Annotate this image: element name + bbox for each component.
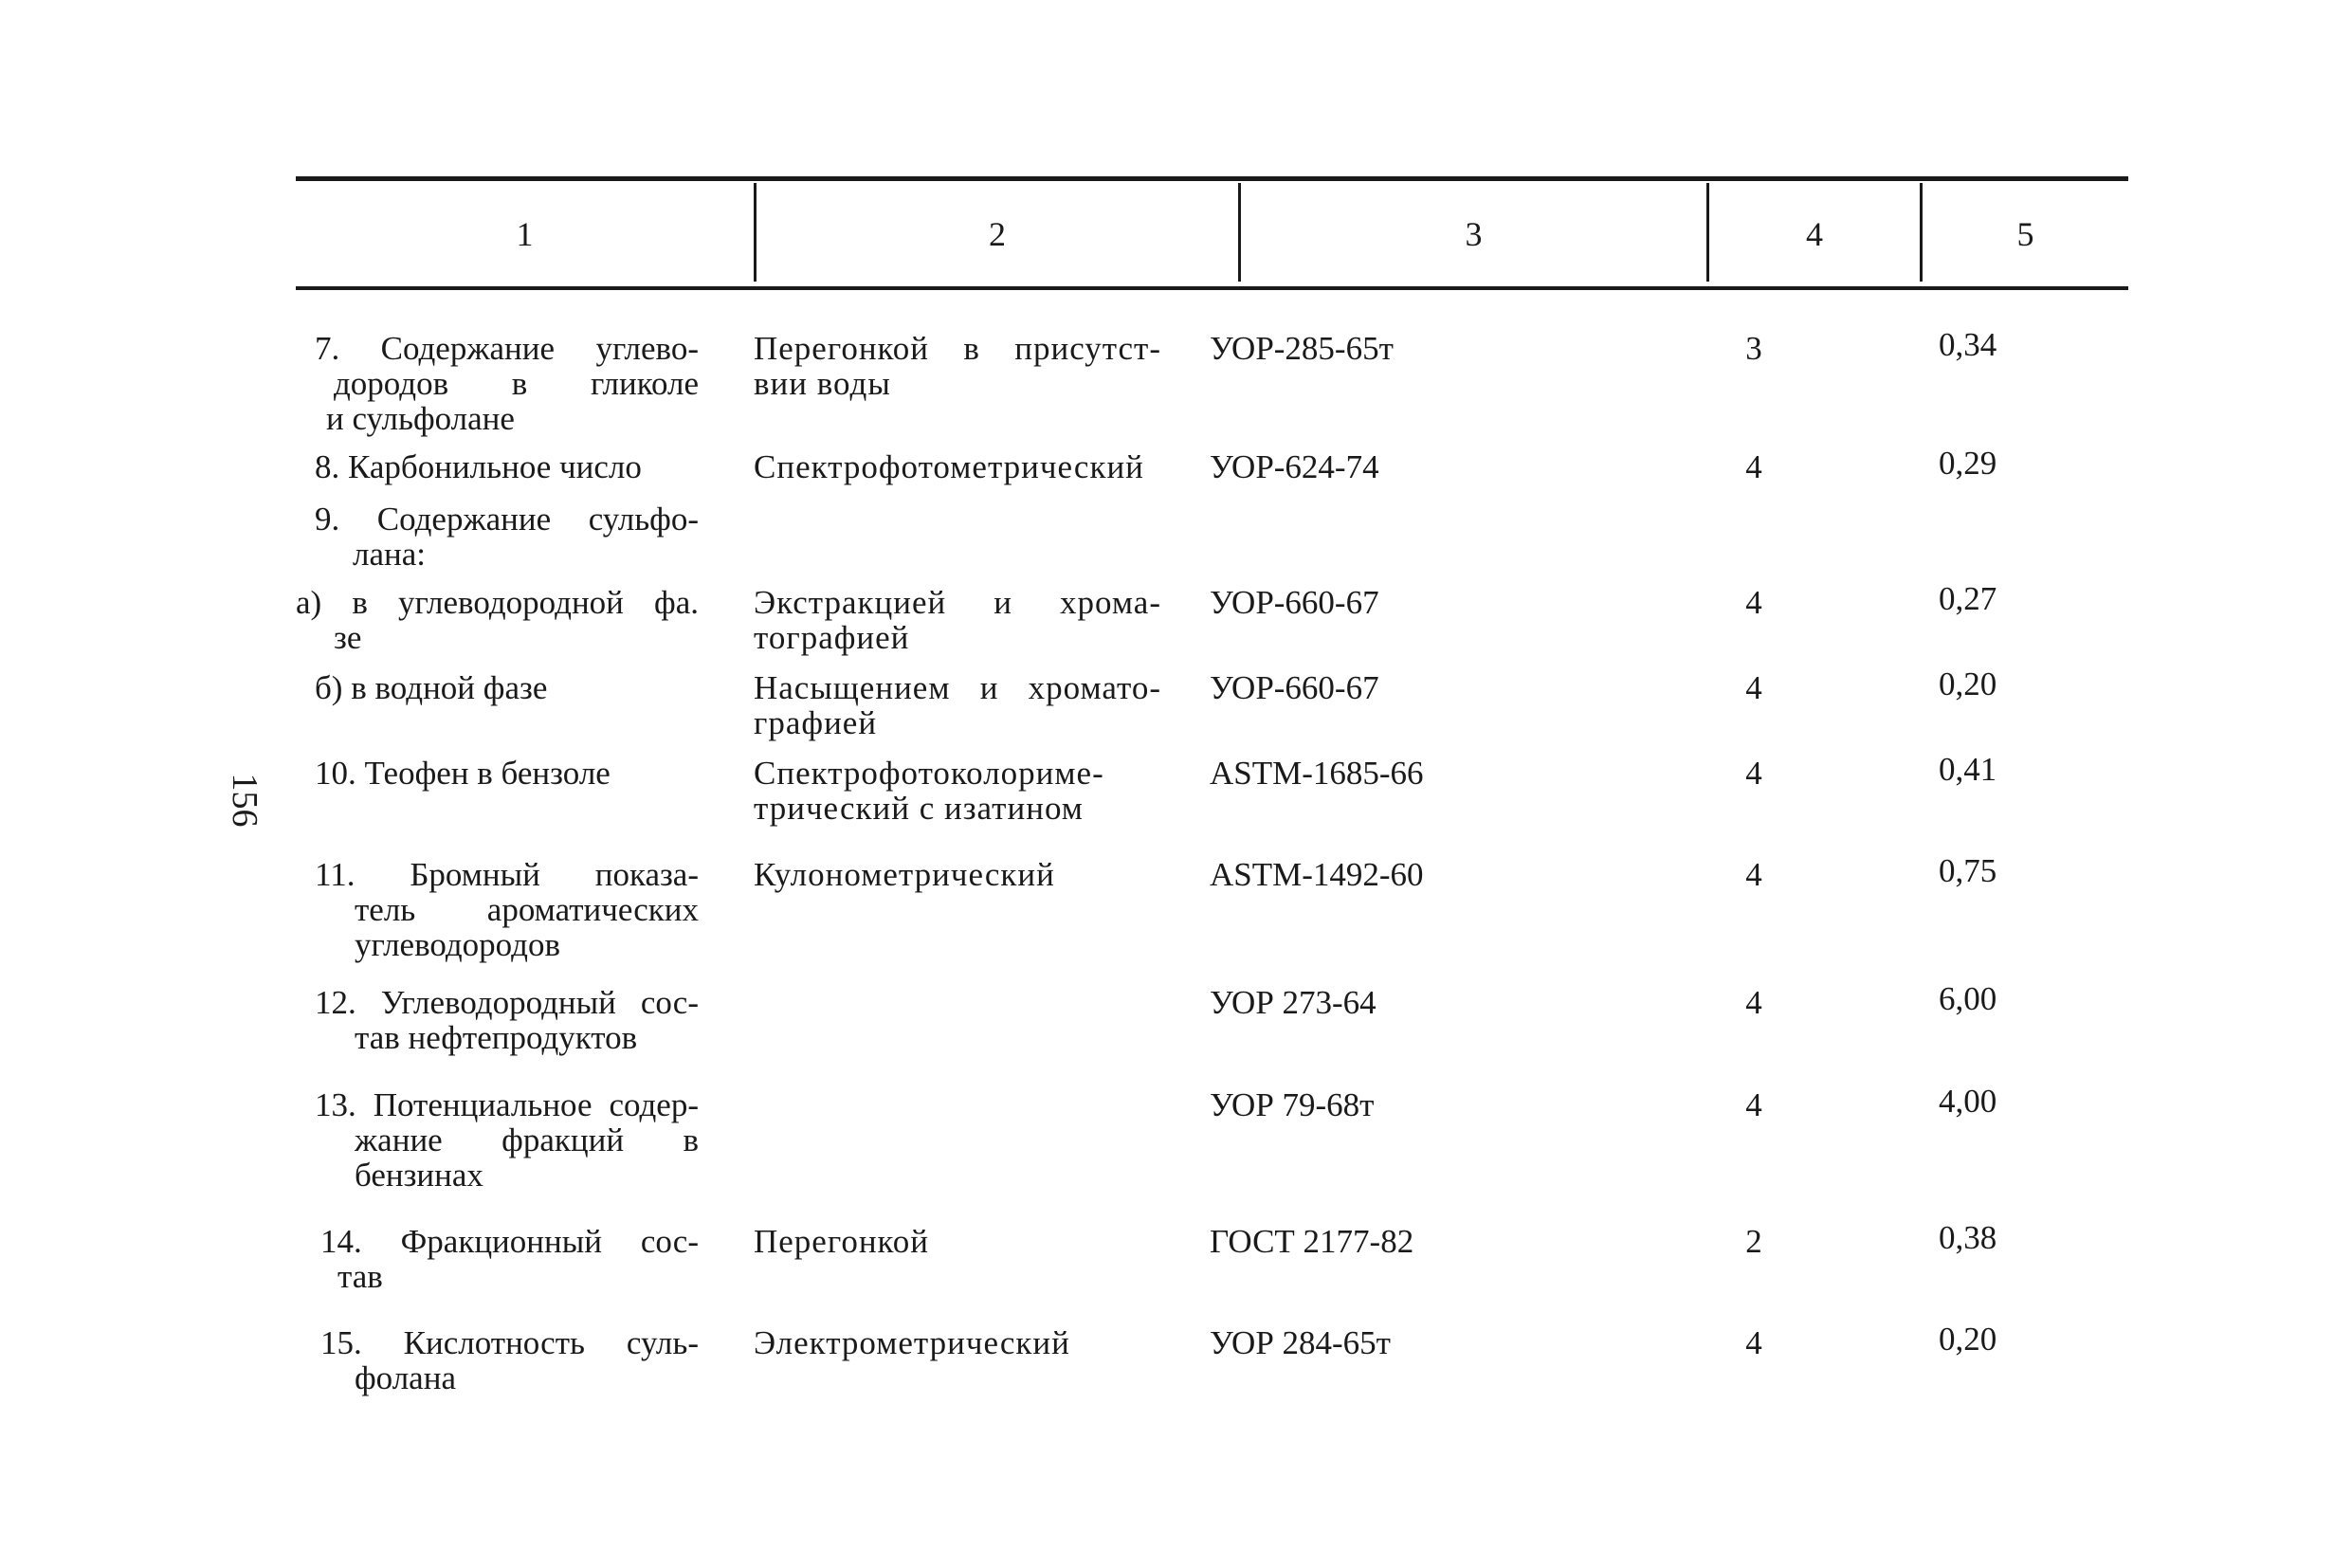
method-line: Спектрофотометрический [754,448,1144,485]
row-7-col4-value: 4 [1745,856,1762,893]
row-1-col5-value: 0,34 [1939,326,1997,363]
row-10-standard: ГОСТ 2177-82 [1210,1223,1414,1260]
row-10-col4-value: 2 [1745,1223,1762,1260]
row-5-indicator [296,670,699,705]
method-line: тографией [754,619,910,656]
row-4-method [754,585,1161,655]
row-9-col5-value: 4,00 [1939,1083,1997,1120]
row-1-method [754,331,1161,401]
row-6-col5-value: 0,41 [1939,751,1997,788]
indicator-line: тав [337,1258,383,1295]
row-11-col4-value: 4 [1745,1324,1762,1361]
method-line: вии воды [754,365,891,402]
row-10-indicator [296,1224,699,1294]
indicator-line: 11. Бромный показа- [315,856,699,893]
row-6-indicator [296,756,699,791]
indicator-line: дородов в гликоле [334,365,699,402]
row-5-standard: УОР-660-67 [1210,669,1379,706]
page-number: 156 [225,773,264,828]
row-2-standard: УОР-624-74 [1210,448,1379,485]
method-line: Насыщением и хромато- [754,669,1161,706]
row-1-col4-value: 3 [1745,330,1762,367]
header-col-1: 1 [516,215,534,253]
row-3-indicator [296,501,699,572]
method-line: Спектрофотоколориме- [754,755,1104,792]
row-5-col5-value: 0,20 [1939,665,1997,702]
header-col-2: 2 [989,215,1006,253]
row-8-col5-value: 6,00 [1939,980,1997,1017]
table-top-rule [296,176,2128,181]
header-col-3: 3 [1465,215,1483,253]
row-5-col4-value: 4 [1745,669,1762,706]
indicator-line: бензинах [355,1157,483,1194]
method-line: графией [754,704,878,741]
indicator-line: 12. Углеводородный сос- [315,984,699,1021]
row-10-col5-value: 0,38 [1939,1219,1997,1256]
row-10-method [754,1224,1161,1259]
row-8-standard: УОР 273-64 [1210,984,1377,1021]
indicator-line: 8. Карбонильное число [315,448,642,485]
row-9-standard: УОР 79-68т [1210,1086,1375,1123]
row-8-col4-value: 4 [1745,984,1762,1021]
row-1-indicator [296,331,699,436]
row-4-col4-value: 4 [1745,584,1762,621]
row-8-indicator [296,985,699,1055]
row-2-col5-value: 0,29 [1939,445,1997,482]
indicator-line: 13. Потенциальное содер- [315,1086,699,1123]
row-9-indicator [296,1087,699,1193]
header-col-4: 4 [1806,215,1823,253]
row-4-indicator [296,585,699,655]
indicator-line: б) в водной фазе [315,669,548,706]
row-6-method [754,756,1161,826]
indicator-line: жание фракций в [355,1121,699,1158]
header-col-5: 5 [2016,215,2034,253]
indicator-line: 10. Теофен в бензоле [315,755,611,792]
row-1-standard: УОР-285-65т [1210,330,1394,367]
indicator-line: 7. Содержание углево- [315,330,699,367]
method-line: Экстракцией и хрома- [754,584,1161,621]
row-7-indicator [296,857,699,962]
row-2-col4-value: 4 [1745,448,1762,485]
method-line: Перегонкой в присутст- [754,330,1161,367]
indicator-line: углеводородов [355,926,560,963]
row-4-standard: УОР-660-67 [1210,584,1379,621]
indicator-line: зе [334,619,362,656]
indicator-line: и сульфолане [326,400,515,437]
row-6-standard: ASTM-1685-66 [1210,755,1424,792]
indicator-line: 9. Содержание сульфо- [315,501,699,538]
row-11-standard: УОР 284-65т [1210,1324,1391,1361]
indicator-line: 15. Кислотность суль- [320,1324,699,1361]
method-line: трический с изатином [754,790,1084,827]
table-header-rule [296,286,2128,290]
row-2-indicator [296,449,699,484]
row-11-col5-value: 0,20 [1939,1321,1997,1358]
indicator-line: лана: [353,536,426,573]
method-line: Кулонометрический [754,856,1055,893]
row-5-method [754,670,1161,740]
row-2-method [754,449,1161,484]
method-line: Перегонкой [754,1223,930,1260]
indicator-line: фолана [355,1359,456,1396]
indicator-line: тель ароматических [355,891,699,928]
row-9-col4-value: 4 [1745,1086,1762,1123]
indicator-line: тав нефтепродуктов [355,1019,638,1056]
row-7-col5-value: 0,75 [1939,852,1997,889]
indicator-line: 14. Фракционный сос- [320,1223,699,1260]
row-6-col4-value: 4 [1745,755,1762,792]
indicator-line: а) в углеводородной фа. [296,584,699,621]
row-11-method [754,1325,1161,1360]
row-7-standard: ASTM-1492-60 [1210,856,1424,893]
row-7-method [754,857,1161,892]
row-11-indicator [296,1325,699,1395]
method-line: Электрометрический [754,1324,1070,1361]
row-4-col5-value: 0,27 [1939,580,1997,617]
